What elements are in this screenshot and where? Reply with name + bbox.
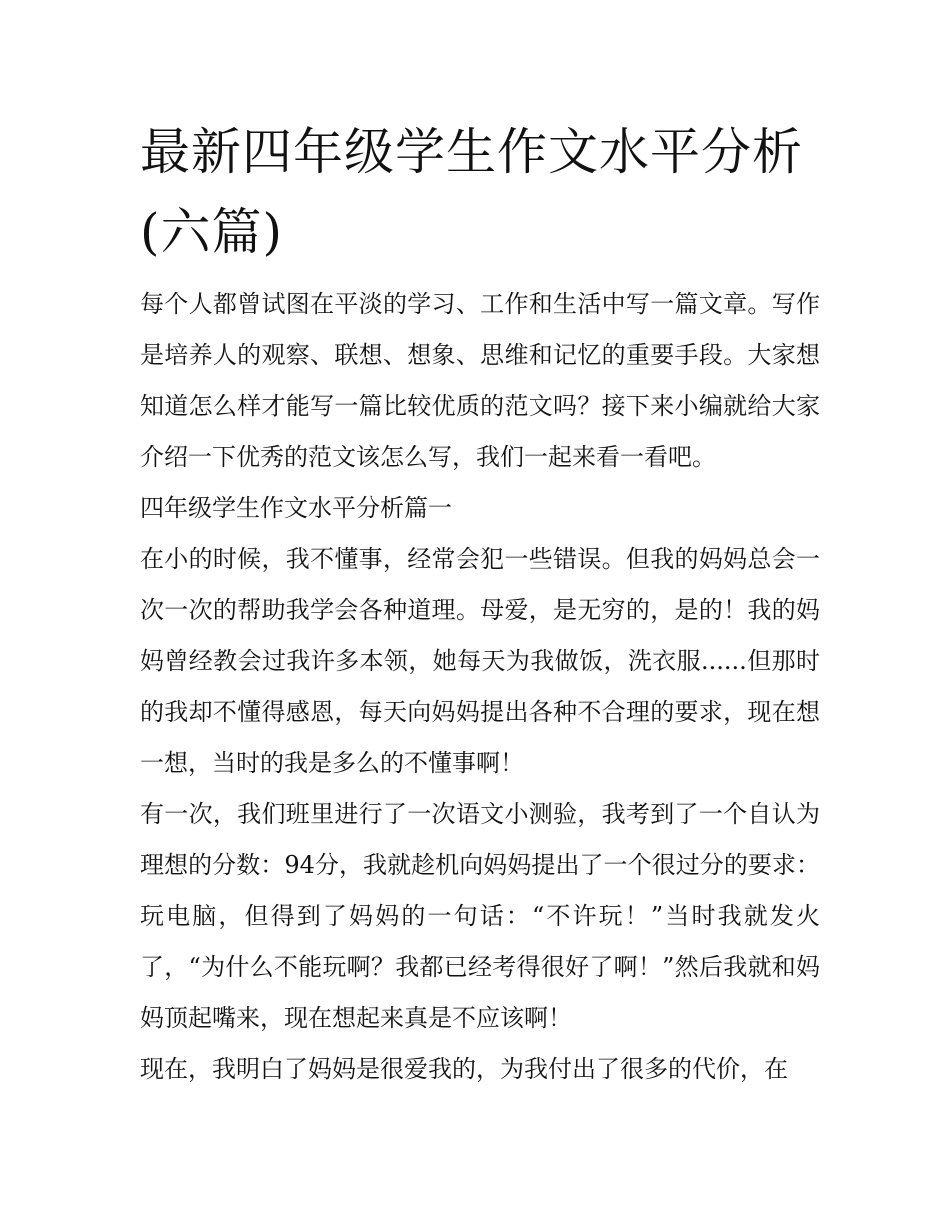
document-body [140,279,820,1095]
document-title: 最新四年级学生作文水平分析(六篇) [140,123,803,261]
intro-paragraph: 每个人都曾试图在平淡的学习、工作和生活中写一篇文章。写作是培养人的观察、联想、想象、思维和记忆的重要手段。大家想知道怎么样才能写一篇比较优质的范文吗？接下来小编就给大家介绍一下优秀的范文该怎么写，我们一起来看一看吧。 [140,290,820,471]
body-paragraph-3: 现在，我明白了妈妈是很爱我的，为我付出了很多的代价，在 [140,1055,788,1083]
body-paragraph-2: 有一次，我们班里进行了一次语文小测验，我考到了一个自认为理想的分数：94分，我就趁机向妈妈提出了一个很过分的要求：玩电脑，但得到了妈妈的一句话：“不许玩！”当时我就发火了，“为什么不能玩啊？我都已经考得很好了啊！”然后我就和妈妈顶起嘴来，现在想起来真是不应该啊！ [140,800,820,1032]
section-heading: 四年级学生作文水平分析篇一 [140,494,452,522]
body-paragraph-1: 在小的时候，我不懂事，经常会犯一些错误。但我的妈妈总会一次一次的帮助我学会各种道理。母爱，是无穷的，是的！我的妈妈曾经教会过我许多本领，她每天为我做饭，洗衣服......但那时的我却不懂得感恩，每天向妈妈提出各种不合理的要求，现在想一想，当时的我是多么的不懂事啊！ [140,545,820,777]
